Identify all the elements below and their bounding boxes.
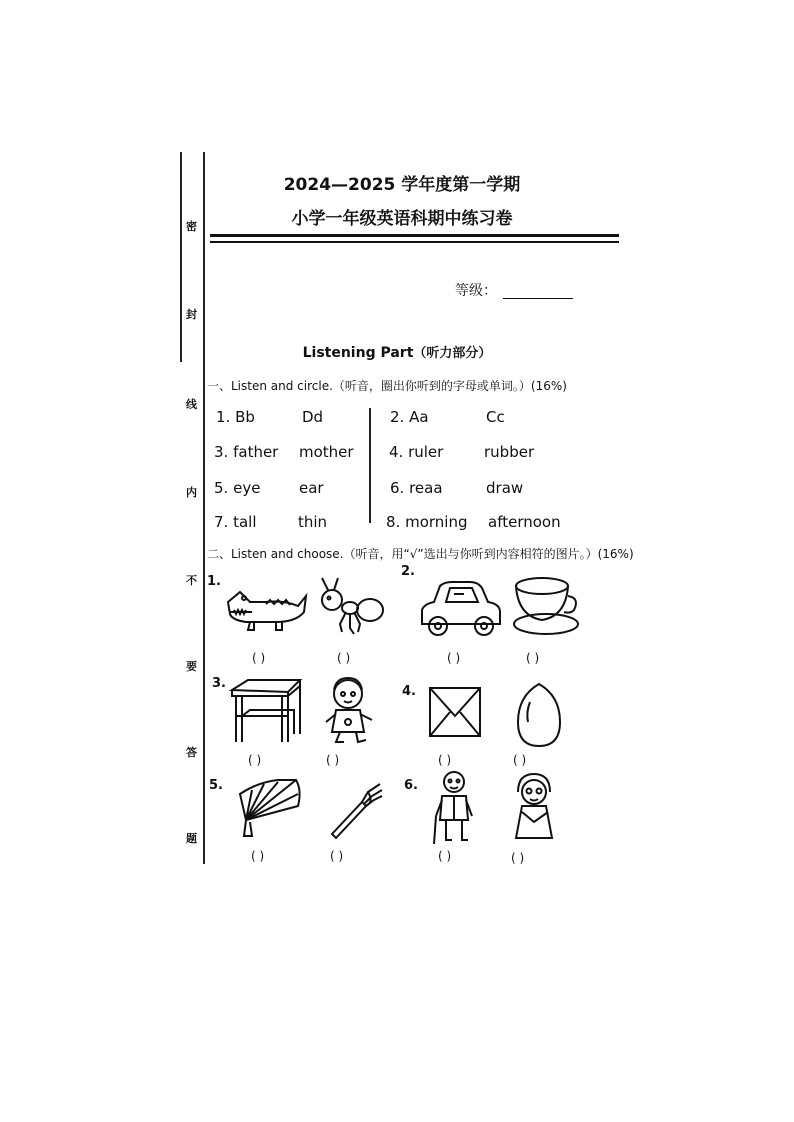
item2-option-a[interactable]: 2. Aa (390, 408, 429, 426)
envelope-picture[interactable] (428, 686, 482, 738)
column-divider (369, 408, 371, 523)
answer-blank-9[interactable]: ( ) (251, 849, 265, 863)
question-number-6: 6. (404, 778, 418, 793)
seal-char-6: 要 (186, 660, 197, 673)
grandpa-picture[interactable] (430, 770, 478, 846)
item6-option-b[interactable]: draw (486, 479, 524, 497)
answer-blank-8[interactable]: ( ) (513, 753, 527, 767)
question-number-1: 1. (207, 574, 221, 589)
question-number-5: 5. (209, 778, 223, 793)
exam-title-year: 2024—2025 学年度第一学期 (283, 175, 521, 195)
seal-char-1: 密 (186, 220, 197, 233)
section2-heading: 二、Listen and choose.（听音，用“√”选出与你听到内容相符的图片。）(16%) (207, 547, 634, 561)
item1-option-b[interactable]: Dd (302, 408, 324, 426)
answer-blank-1[interactable]: ( ) (252, 651, 266, 665)
desk-picture[interactable] (228, 676, 304, 746)
listening-part-title (0, 342, 794, 361)
seal-char-8: 题 (186, 832, 197, 845)
binding-line-right (203, 152, 205, 864)
egg-picture[interactable] (514, 682, 564, 748)
header-rule-thick (210, 234, 619, 237)
item5-option-a[interactable]: 5. eye (214, 479, 261, 497)
fan-picture[interactable] (238, 776, 302, 840)
item6-option-a[interactable]: 6. reaa (390, 479, 443, 497)
doll-picture[interactable] (322, 676, 378, 746)
item7-option-a[interactable]: 7. tall (214, 513, 257, 531)
item2-option-b[interactable]: Cc (486, 408, 505, 426)
item3-option-a[interactable]: 3. father (214, 443, 279, 461)
item3-option-b[interactable]: mother (299, 443, 354, 461)
item5-option-b[interactable]: ear (299, 479, 324, 497)
item8-option-a[interactable]: 8. morning (386, 513, 468, 531)
question-number-4: 4. (402, 684, 416, 699)
seal-char-4: 内 (186, 486, 197, 499)
item7-option-b[interactable]: thin (298, 513, 328, 531)
header-rule-thin (210, 241, 619, 243)
part-title-cn: （听力部分） (413, 346, 492, 361)
answer-blank-12[interactable]: ( ) (511, 851, 525, 865)
grade-label: 等级： (455, 283, 497, 299)
grade-blank[interactable] (503, 298, 573, 299)
grade-field (455, 280, 573, 300)
grandma-picture[interactable] (508, 772, 560, 842)
cup-picture[interactable] (512, 576, 582, 636)
item8-option-b[interactable]: afternoon (488, 513, 561, 531)
answer-blank-3[interactable]: ( ) (447, 651, 461, 665)
answer-blank-4[interactable]: ( ) (526, 651, 540, 665)
answer-blank-10[interactable]: ( ) (330, 849, 344, 863)
car-picture[interactable] (418, 580, 504, 638)
exam-title-subject: 小学一年级英语科期中练习卷 (291, 209, 513, 229)
item4-option-a[interactable]: 4. ruler (389, 443, 444, 461)
seal-char-2: 封 (186, 308, 197, 321)
seal-char-3: 线 (186, 398, 197, 411)
section1-heading: 一、Listen and circle.（听音，圈出你听到的字母或单词。）(16%) (207, 379, 567, 393)
crocodile-picture[interactable] (226, 588, 310, 634)
item1-option-a[interactable]: 1. Bb (216, 408, 255, 426)
answer-blank-5[interactable]: ( ) (248, 753, 262, 767)
answer-blank-11[interactable]: ( ) (438, 849, 452, 863)
answer-blank-2[interactable]: ( ) (337, 651, 351, 665)
answer-blank-6[interactable]: ( ) (326, 753, 340, 767)
question-number-3: 3. (212, 676, 226, 691)
question-number-2: 2. (401, 564, 415, 579)
answer-blank-7[interactable]: ( ) (438, 753, 452, 767)
item4-option-b[interactable]: rubber (484, 443, 535, 461)
part-title-en: Listening Part (302, 345, 414, 361)
seal-char-7: 答 (186, 746, 197, 759)
ant-picture[interactable] (318, 576, 384, 636)
fork-picture[interactable] (326, 780, 384, 840)
seal-char-5: 不 (186, 574, 197, 587)
